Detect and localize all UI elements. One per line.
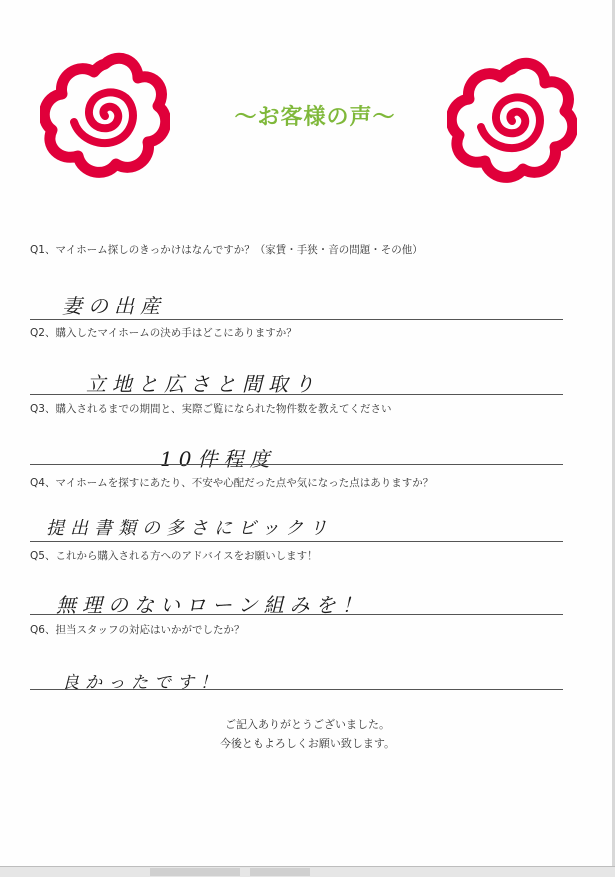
question-2: Q2、購入したマイホームの決め手はどこにありますか？ (30, 327, 297, 339)
question-5: Q5、これから購入される方へのアドバイスをお願いします！ (30, 550, 318, 562)
question-6: Q6、担当スタッフの対応はいかがでしたか？ (30, 624, 245, 636)
question-3: Q3、購入されるまでの期間と、実際ご覧になられた物件数を教えてください (30, 403, 392, 415)
answer-1: 妻の出産 (62, 294, 166, 318)
spiral-flower-icon (40, 50, 170, 180)
question-4: Q4、マイホームを探すにあたり、不安や心配だった点や気になった点はありますか？ (30, 477, 434, 489)
closing-regards: 今後ともよろしくお願い致します。 (219, 737, 396, 750)
answer-line (30, 394, 563, 395)
answer-line (30, 689, 563, 690)
answer-6: 良かったです！ (62, 673, 223, 693)
answer-4: 提出書類の多さにビックリ (46, 518, 334, 539)
question-1: Q1、マイホーム探しのきっかけはなんですか？（家賃・手狭・音の問題・その他） (30, 244, 423, 256)
scrollbar-thumb[interactable] (250, 868, 310, 876)
scrollbar-thumb[interactable] (150, 868, 240, 876)
answer-line (30, 541, 563, 542)
answer-2: 立地と広さと間取り (86, 372, 320, 396)
answer-line (30, 614, 563, 615)
answer-5: 無理のないローン組みを！ (56, 593, 368, 617)
answer-line (30, 464, 563, 465)
answer-3: 10件程度 (160, 447, 276, 471)
answer-line (30, 319, 563, 320)
spiral-flower-icon (447, 55, 577, 185)
page-title: 〜お客様の声〜 (234, 105, 396, 130)
closing-thanks: ご記入ありがとうございました。 (225, 718, 390, 731)
